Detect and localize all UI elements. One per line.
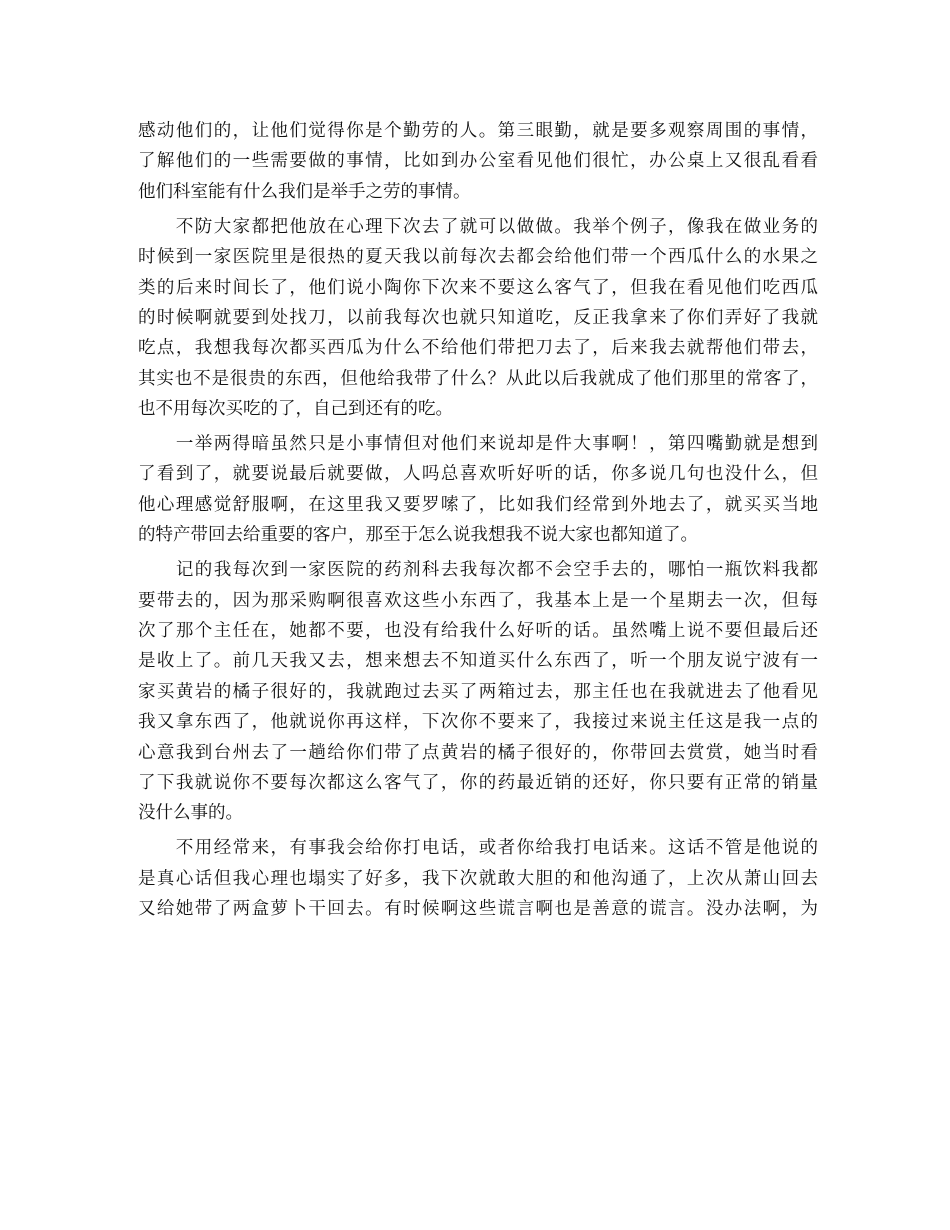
text-line: 我又拿东西了，他就说你再这样，下次你不要来了，我接过来说主任这是我一点的 <box>138 712 818 733</box>
paragraph-1 <box>138 116 818 207</box>
text-line: 其实也不是很贵的东西，但他给我带了什么？从此以后我就成了他们那里的常客了， <box>138 368 818 389</box>
text-line: 心意我到台州去了一趟给你们带了点黄岩的橘子很好的，你带回去赏赏，她当时看 <box>138 742 818 763</box>
text-line: 时候到一家医院里是很热的夏天我以前每次去都会给他们带一个西瓜什么的水果之 <box>138 247 818 268</box>
text-line: 没什么事的。 <box>138 803 243 824</box>
paragraph-2 <box>138 212 818 425</box>
text-line: 不用经常来，有事我会给你打电话，或者你给我打电话来。这话不管是他说的 <box>138 838 818 859</box>
text-line: 是真心话但我心理也塌实了好多，我下次就敢大胆的和他沟通了，上次从萧山回去 <box>138 868 818 889</box>
text-line: 要带去的，因为那采购啊很喜欢这些小东西了，我基本上是一个星期去一次，但每 <box>138 590 818 611</box>
text-line: 一举两得暗虽然只是小事情但对他们来说却是件大事啊！，第四嘴勤就是想到 <box>138 434 818 455</box>
paragraph-4 <box>138 555 818 829</box>
text-line: 不防大家都把他放在心理下次去了就可以做做。我举个例子，像我在做业务的 <box>138 216 818 237</box>
text-line: 感动他们的，让他们觉得你是个勤劳的人。第三眼勤，就是要多观察周围的事情， <box>138 121 818 141</box>
text-line: 吃点，我想我每次都买西瓜为什么不给他们带把刀去了，后来我去就帮他们带去， <box>138 338 818 359</box>
text-line: 记的我每次到一家医院的药剂科去我每次都不会空手去的，哪怕一瓶饮料我都 <box>138 560 818 581</box>
text-line: 的特产带回去给重要的客户，那至于怎么说我想我不说大家也都知道了。 <box>138 525 698 546</box>
text-line: 他心理感觉舒服啊，在这里我又要罗嗦了，比如我们经常到外地去了，就买买当地 <box>138 494 818 515</box>
text-line: 了解他们的一些需要做的事情，比如到办公室看见他们很忙，办公桌上又很乱看看 <box>138 151 818 172</box>
document-body <box>138 116 818 929</box>
text-line: 是收上了。前几天我又去，想来想去不知道买什么东西了，听一个朋友说宁波有一 <box>138 651 818 672</box>
text-line: 了下我就说你不要每次都这么客气了，你的药最近销的还好，你只要有正常的销量 <box>138 772 818 793</box>
text-line: 他们科室能有什么我们是举手之劳的事情。 <box>138 181 471 202</box>
text-line: 的时候啊就要到处找刀，以前我每次也就只知道吃，反正我拿来了你们弄好了我就 <box>138 307 818 328</box>
text-line: 也不用每次买吃的了，自己到还有的吃。 <box>138 399 453 420</box>
text-line: 了看到了，就要说最后就要做，人吗总喜欢听好听的话，你多说几句也没什么，但 <box>138 464 818 485</box>
text-line: 类的后来时间长了，他们说小陶你下次来不要这么客气了，但我在看见他们吃西瓜 <box>138 277 818 298</box>
paragraph-3 <box>138 429 818 551</box>
text-line: 又给她带了两盒萝卜干回去。有时候啊这些谎言啊也是善意的谎言。没办法啊，为 <box>138 899 818 920</box>
text-line: 次了那个主任在，她都不要，也没有给我什么好听的话。虽然嘴上说不要但最后还 <box>138 621 818 642</box>
text-line: 家买黄岩的橘子很好的，我就跑过去买了两箱过去，那主任也在我就进去了他看见 <box>138 681 818 702</box>
paragraph-5 <box>138 833 818 924</box>
